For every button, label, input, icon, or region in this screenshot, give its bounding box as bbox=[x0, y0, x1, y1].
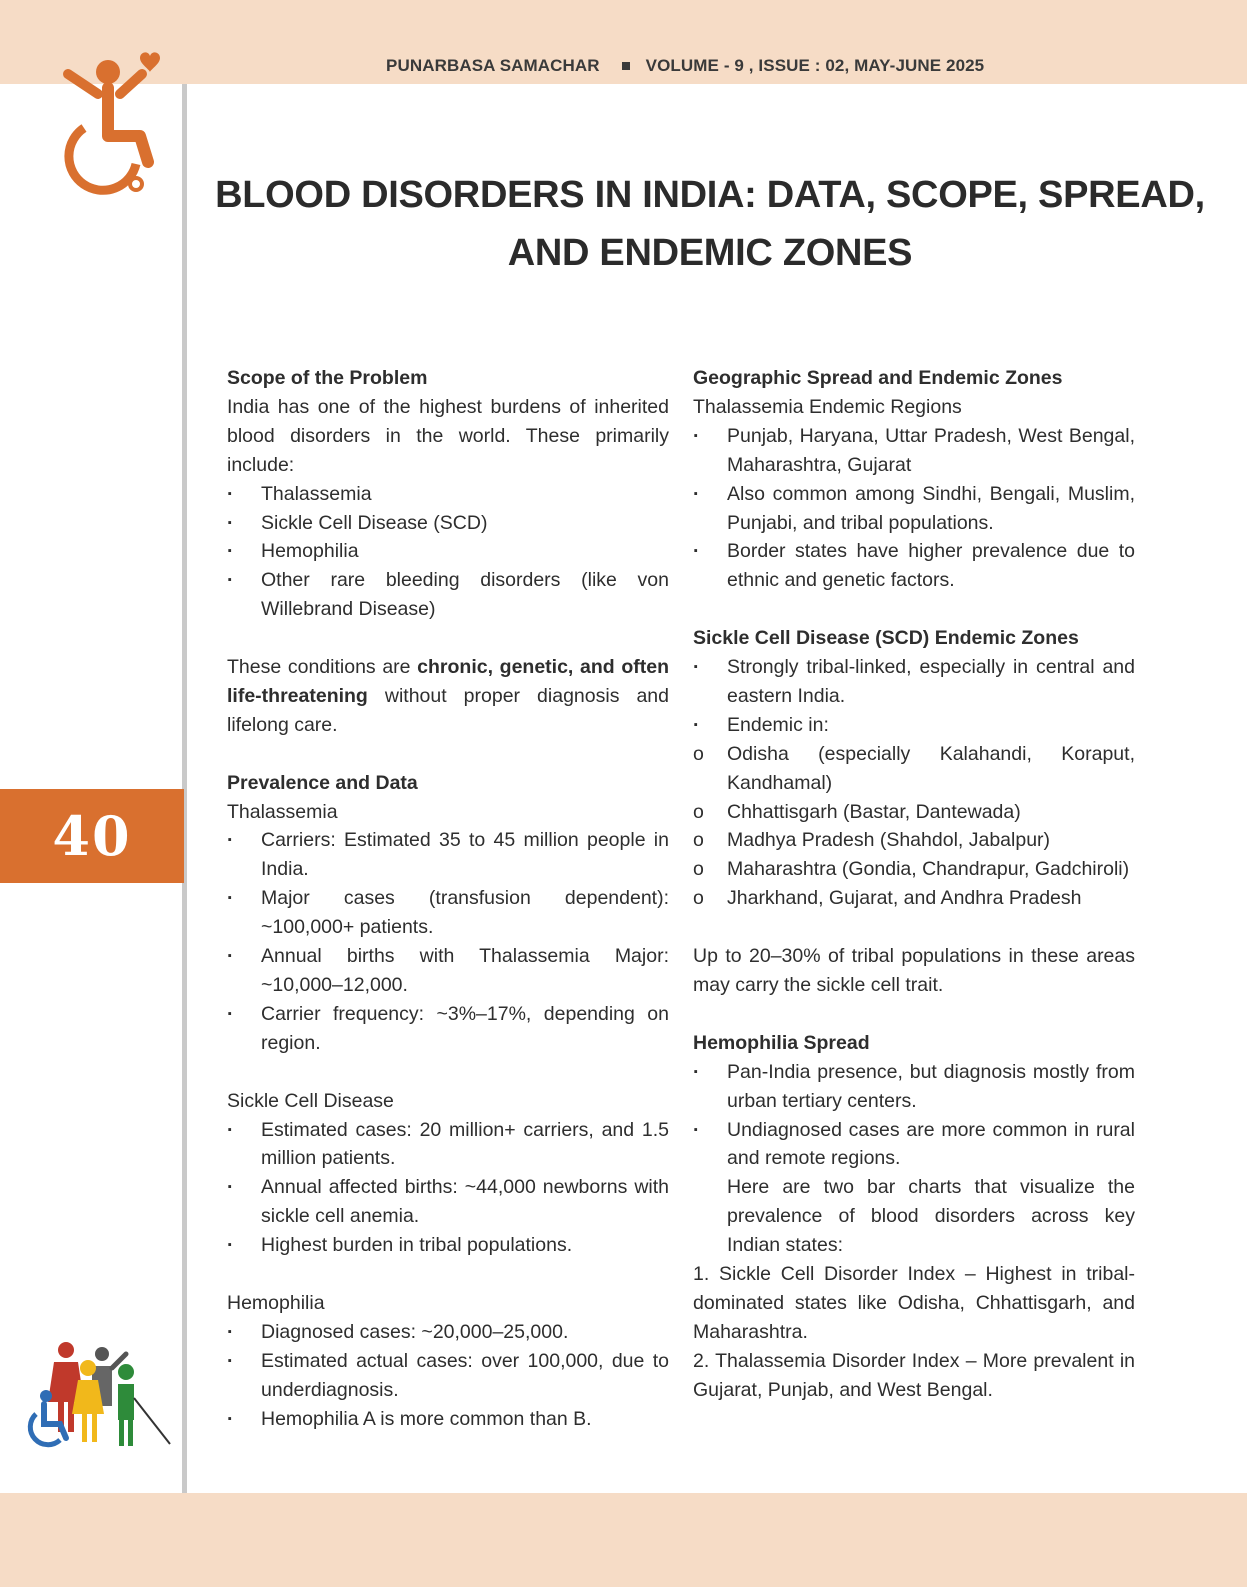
hemophilia-spread-list bbox=[693, 1058, 1135, 1174]
list-item: · Pan-India presence, but diagnosis mostly from urban tertiary centers. bbox=[693, 1058, 1135, 1116]
list-item: · Major cases (transfusion dependent): ~100,000+ patients. bbox=[227, 884, 669, 942]
thal-regions-list bbox=[693, 422, 1135, 595]
list-item: o Jharkhand, Gujarat, and Andhra Pradesh bbox=[693, 884, 1135, 913]
left-column bbox=[227, 364, 669, 1433]
scd-trait-note: Up to 20–30% of tribal populations in these areas may carry the sickle cell trait. bbox=[693, 945, 1135, 996]
list-item: o Chhattisgarh (Bastar, Dantewada) bbox=[693, 798, 1135, 827]
wheelchair-heart-logo-icon bbox=[44, 44, 174, 204]
list-item: · Hemophilia A is more common than B. bbox=[227, 1405, 669, 1434]
list-item: · Carriers: Estimated 35 to 45 million people in India. bbox=[227, 826, 669, 884]
list-item: · Other rare bleeding disorders (like von Willebrand Disease) bbox=[227, 566, 669, 624]
list-item: · Endemic in: bbox=[693, 711, 1135, 740]
scd-data-list bbox=[227, 1116, 669, 1261]
list-item: o Maharashtra (Gondia, Chandrapur, Gadchiroli) bbox=[693, 855, 1135, 884]
page-number: 40 bbox=[0, 789, 184, 883]
prevalence-heading: Prevalence and Data bbox=[227, 771, 418, 794]
right-column bbox=[693, 364, 1135, 1405]
disorder-list bbox=[227, 480, 669, 625]
scope-closing: These conditions are chronic, genetic, and often life-threatening without proper diagnosis and lifelong care. bbox=[227, 656, 669, 736]
scope-heading: Scope of the Problem bbox=[227, 367, 428, 389]
chart-index-item: 1. Sickle Cell Disorder Index – Highest in tribal-dominated states like Odisha, Chhattisgarh, and Maharashtra. bbox=[693, 1263, 1135, 1343]
hemophilia-spread-heading: Hemophilia Spread bbox=[693, 1031, 870, 1054]
hemophilia-data-list bbox=[227, 1318, 669, 1434]
list-item: · Diagnosed cases: ~20,000–25,000. bbox=[227, 1318, 669, 1347]
list-item: · Estimated actual cases: over 100,000, due to underdiagnosis. bbox=[227, 1347, 669, 1405]
list-item: o Madhya Pradesh (Shahdol, Jabalpur) bbox=[693, 826, 1135, 855]
list-item: · Annual affected births: ~44,000 newborns with sickle cell anemia. bbox=[227, 1173, 669, 1231]
thal-regions-label: Thalassemia Endemic Regions bbox=[693, 395, 962, 418]
scd-zones-list bbox=[693, 653, 1135, 740]
thalassemia-label: Thalassemia bbox=[227, 800, 338, 823]
list-item: · Thalassemia bbox=[227, 480, 669, 509]
thalassemia-data-list bbox=[227, 826, 669, 1057]
list-item: · Sickle Cell Disease (SCD) bbox=[227, 509, 669, 538]
list-item: · Undiagnosed cases are more common in rural and remote regions. bbox=[693, 1116, 1135, 1174]
list-item: · Punjab, Haryana, Uttar Pradesh, West Bengal, Maharashtra, Gujarat bbox=[693, 422, 1135, 480]
inclusive-people-group-icon bbox=[22, 1340, 182, 1455]
chart-index-item: 2. Thalassemia Disorder Index – More prevalent in Gujarat, Punjab, and West Bengal. bbox=[693, 1349, 1135, 1401]
charts-intro: Here are two bar charts that visualize the prevalence of blood disorders across key Indian states: bbox=[727, 1176, 1135, 1257]
hemophilia-label: Hemophilia bbox=[227, 1291, 325, 1314]
list-item: · Carrier frequency: ~3%–17%, depending on region. bbox=[227, 1000, 669, 1058]
list-item: o Odisha (especially Kalahandi, Koraput, Kandhamal) bbox=[693, 740, 1135, 798]
list-item: · Annual births with Thalassemia Major: ~10,000–12,000. bbox=[227, 942, 669, 1000]
scd-states-list bbox=[693, 740, 1135, 913]
publication-name: PUNARBASA SAMACHAR bbox=[386, 56, 600, 75]
list-item: · Hemophilia bbox=[227, 537, 669, 566]
list-item: · Estimated cases: 20 million+ carriers, and 1.5 million patients. bbox=[227, 1116, 669, 1174]
list-item: · Border states have higher prevalence due to ethnic and genetic factors. bbox=[693, 537, 1135, 595]
article-title: BLOOD DISORDERS IN INDIA: DATA, SCOPE, SPREAD, AND ENDEMIC ZONES bbox=[215, 174, 1205, 274]
list-item: · Strongly tribal-linked, especially in central and eastern India. bbox=[693, 653, 1135, 711]
issue-info: VOLUME - 9 , ISSUE : 02, MAY-JUNE 2025 bbox=[645, 56, 985, 75]
list-item: · Also common among Sindhi, Bengali, Muslim, Punjabi, and tribal populations. bbox=[693, 480, 1135, 538]
scd-zones-heading: Sickle Cell Disease (SCD) Endemic Zones bbox=[693, 627, 1079, 650]
running-header bbox=[386, 56, 984, 80]
scope-intro: India has one of the highest burdens of inherited blood disorders in the world. These primarily include: bbox=[227, 395, 669, 476]
scd-label: Sickle Cell Disease bbox=[227, 1089, 394, 1112]
geo-heading: Geographic Spread and Endemic Zones bbox=[693, 367, 1063, 389]
separator-square-icon bbox=[622, 62, 630, 70]
list-item: · Highest burden in tribal populations. bbox=[227, 1231, 669, 1260]
footer-band bbox=[0, 1493, 1247, 1587]
